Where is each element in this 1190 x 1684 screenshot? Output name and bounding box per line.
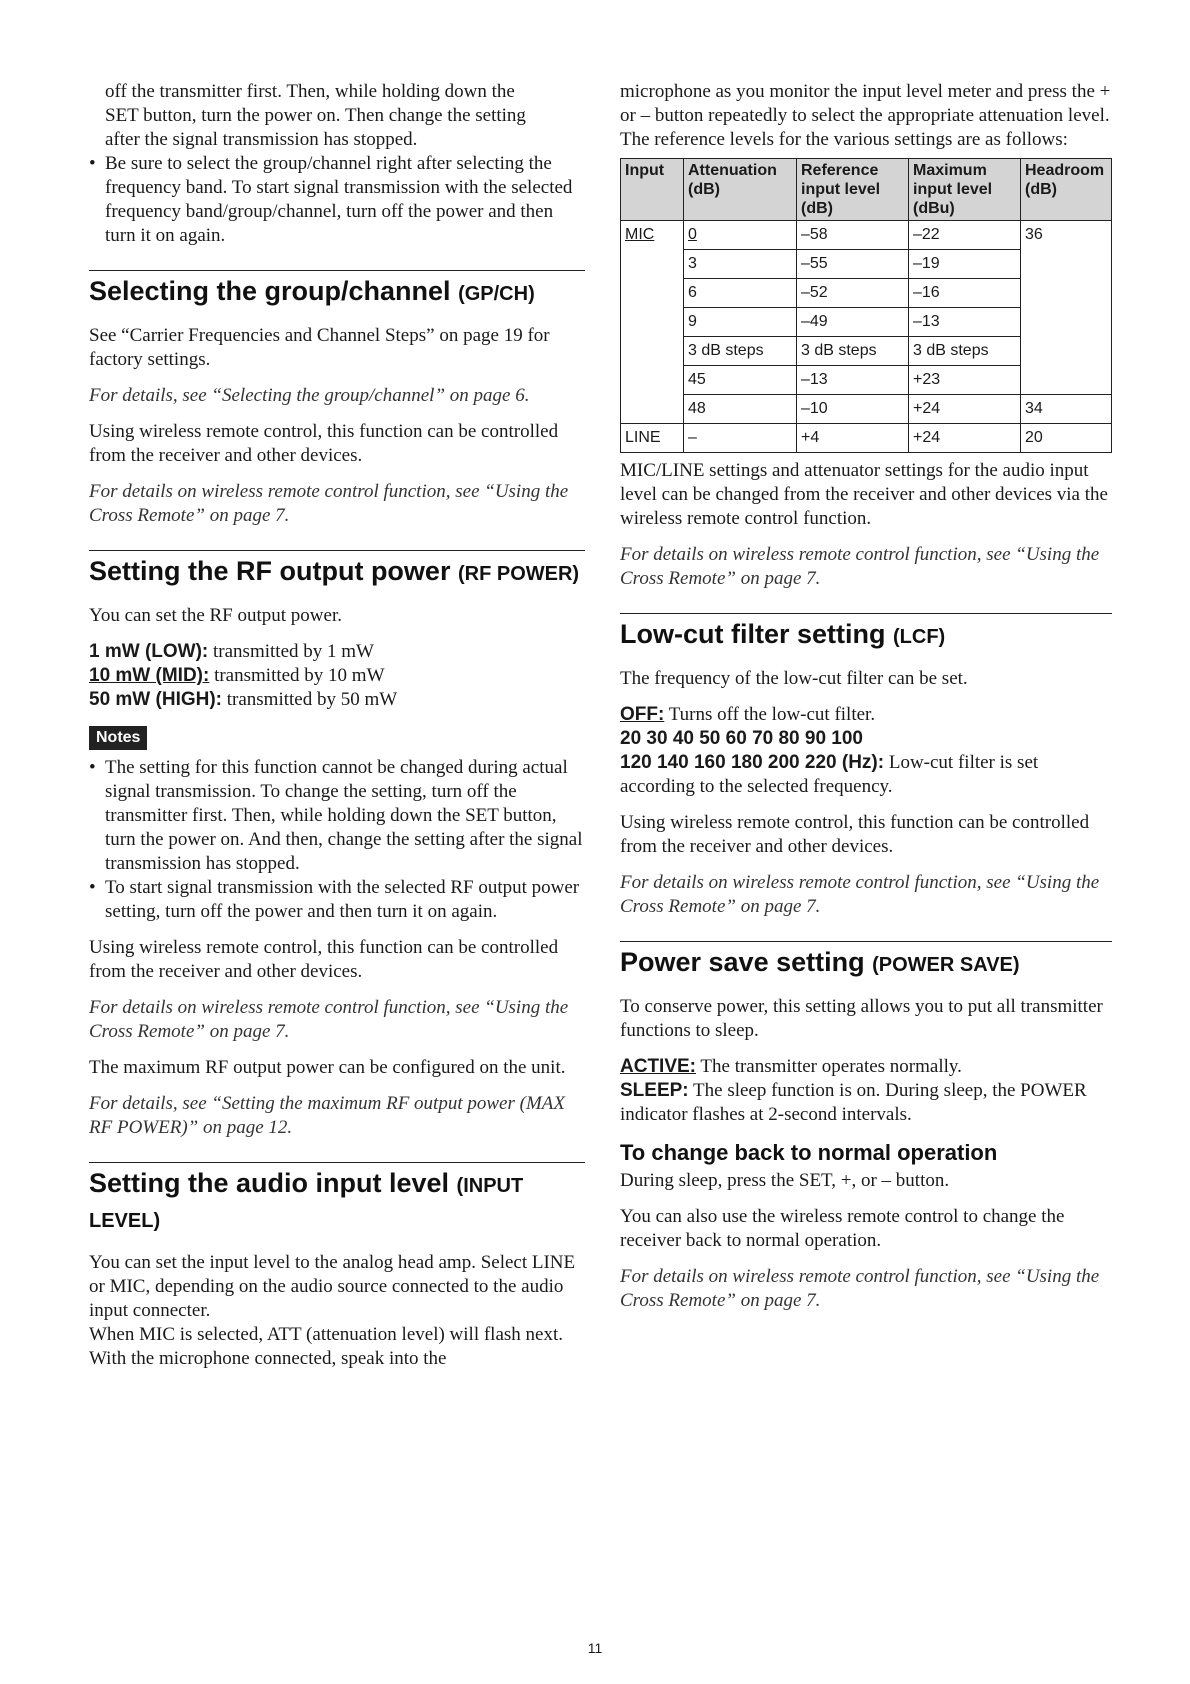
notes-list	[89, 756, 585, 924]
option-line	[89, 640, 585, 664]
option-line	[89, 688, 585, 712]
paragraph: MIC/LINE settings and attenuator settings for the audio input level can be changed from the receiver and other devices via the wireless remote control function.	[620, 460, 1108, 529]
heading-tag: (GP/CH)	[458, 283, 535, 305]
paragraph: The maximum RF output power can be configured on the unit.	[89, 1057, 566, 1078]
table-cell: 6	[684, 279, 797, 308]
bullet-item: • Be sure to select the group/channel right after selecting the frequency band. To start signal transmission with the selected frequency band/group/channel, turn off the power and then turn it on again.	[105, 152, 585, 248]
heading-text: Power save setting	[620, 947, 865, 977]
default-value: 0	[688, 226, 697, 243]
notes-badge: Notes	[89, 726, 147, 750]
table-cell: –55	[797, 250, 909, 279]
section-divider	[620, 941, 1112, 942]
table-row	[621, 424, 1112, 453]
heading-text: Setting the audio input level	[89, 1168, 450, 1198]
table-header: Headroom (dB)	[1021, 159, 1112, 221]
paragraph: microphone as you monitor the input level meter and press the + or – button repeatedly to select the appropriate attenuation level.	[620, 81, 1111, 126]
bullet-list	[89, 152, 585, 248]
table-cell: –49	[797, 308, 909, 337]
heading-text: Setting the RF output power	[89, 556, 451, 586]
cross-reference: For details, see “Selecting the group/channel” on page 6.	[89, 385, 530, 406]
paragraph: During sleep, press the SET, +, or – button.	[620, 1170, 950, 1191]
table-cell: 34	[1021, 395, 1112, 424]
table-cell: 36	[1021, 221, 1112, 395]
note-item: • The setting for this function cannot be changed during actual signal transmission. To change the setting, turn off the transmitter first. Then, while holding down the SET button, turn the power on. And then, change the setting after the signal transmission has stopped.	[105, 756, 585, 876]
reference-level-table	[620, 158, 1112, 453]
section-divider	[89, 1162, 585, 1163]
table-cell: +4	[797, 424, 909, 453]
paragraph: You can set the RF output power.	[89, 605, 342, 626]
continued-line: off the transmitter first. Then, while holding down the	[105, 81, 515, 102]
table-row	[621, 395, 1112, 424]
paragraph: When MIC is selected, ATT (attenuation level) will flash next. With the microphone connected, speak into the	[89, 1324, 563, 1369]
option-label-default: OFF:	[620, 704, 665, 725]
table-cell-input: LINE	[621, 424, 684, 453]
option-label: 20 30 40 50 60 70 80 90 100	[620, 728, 864, 749]
table-cell: –13	[797, 366, 909, 395]
option-line	[89, 664, 585, 688]
cross-reference: For details on wireless remote control function, see “Using the Cross Remote” on page 7.	[620, 1266, 1100, 1311]
option-text: Turns off the low-cut filter.	[664, 704, 876, 725]
option-line	[620, 751, 1112, 799]
table-header: Attenuation (dB)	[684, 159, 797, 221]
continued-line: SET button, turn the power on. Then change the setting	[105, 105, 526, 126]
section-heading-input-level	[89, 1167, 585, 1237]
table-row	[621, 221, 1112, 250]
paragraph: The reference levels for the various settings are as follows:	[620, 129, 1068, 150]
option-text: transmitted by 1 mW	[208, 641, 374, 662]
input-label: MIC	[625, 226, 655, 243]
table-cell: –22	[909, 221, 1021, 250]
table-cell: 48	[684, 395, 797, 424]
table-cell: –	[684, 424, 797, 453]
table-cell	[684, 221, 797, 250]
paragraph: Using wireless remote control, this function can be controlled from the receiver and other devices.	[620, 812, 1090, 857]
table-cell: +24	[909, 424, 1021, 453]
table-cell-input	[621, 221, 684, 424]
table-cell: –52	[797, 279, 909, 308]
option-text: The transmitter operates normally.	[696, 1056, 962, 1077]
table-cell: 45	[684, 366, 797, 395]
table-cell: +23	[909, 366, 1021, 395]
continued-bullet	[89, 80, 585, 152]
paragraph: To conserve power, this setting allows you to put all transmitter functions to sleep.	[620, 996, 1103, 1041]
table-cell: 3 dB steps	[684, 337, 797, 366]
heading-tag: (POWER SAVE)	[872, 954, 1020, 976]
right-column	[620, 80, 1112, 1313]
table-header-row	[621, 159, 1112, 221]
cross-reference: For details, see “Setting the maximum RF output power (MAX RF POWER)” on page 12.	[89, 1093, 565, 1138]
table-cell: 20	[1021, 424, 1112, 453]
cross-reference: For details on wireless remote control function, see “Using the Cross Remote” on page 7.	[620, 872, 1100, 917]
option-label: 50 mW (HIGH):	[89, 689, 222, 710]
heading-text: Low-cut filter setting	[620, 619, 886, 649]
option-text: transmitted by 10 mW	[209, 665, 385, 686]
section-heading-power-save	[620, 946, 1112, 981]
table-cell: –10	[797, 395, 909, 424]
paragraph: Using wireless remote control, this function can be controlled from the receiver and other devices.	[89, 421, 559, 466]
page-number: 11	[587, 1640, 603, 1656]
option-label-default: 10 mW (MID):	[89, 665, 210, 686]
option-label-default: ACTIVE:	[620, 1056, 696, 1077]
heading-tag: (INPUT LEVEL)	[89, 1175, 524, 1232]
option-label: 1 mW (LOW):	[89, 641, 209, 662]
subsection-heading: To change back to normal operation	[620, 1140, 998, 1165]
table-cell: –58	[797, 221, 909, 250]
table-cell: –13	[909, 308, 1021, 337]
table-cell: –19	[909, 250, 1021, 279]
option-text: transmitted by 50 mW	[222, 689, 398, 710]
section-heading-rf-power	[89, 555, 585, 590]
section-divider	[89, 270, 585, 271]
heading-tag: (RF POWER)	[457, 563, 580, 585]
table-header: Reference input level (dB)	[797, 159, 909, 221]
paragraph: You can also use the wireless remote control to change the receiver back to normal operation.	[620, 1206, 1065, 1251]
heading-text: Selecting the group/channel	[89, 276, 451, 306]
paragraph: The frequency of the low-cut filter can be set.	[620, 668, 968, 689]
cross-reference: For details on wireless remote control function, see “Using the Cross Remote” on page 7.	[620, 544, 1100, 589]
paragraph: Using wireless remote control, this function can be controlled from the receiver and other devices.	[89, 937, 559, 982]
section-divider	[620, 613, 1112, 614]
option-label: 120 140 160 180 200 220 (Hz):	[620, 752, 885, 773]
option-line	[620, 1055, 1112, 1079]
option-line	[620, 1079, 1112, 1127]
option-text: The sleep function is on. During sleep, the POWER indicator flashes at 2-second intervals.	[620, 1080, 1087, 1125]
heading-tag: (LCF)	[893, 626, 946, 648]
cross-reference: For details on wireless remote control function, see “Using the Cross Remote” on page 7.	[89, 481, 569, 526]
continued-line: after the signal transmission has stopped.	[105, 129, 418, 150]
note-item: • To start signal transmission with the selected RF output power setting, turn off the power and then turn it on again.	[105, 876, 585, 924]
table-cell: 3	[684, 250, 797, 279]
cross-reference: For details on wireless remote control function, see “Using the Cross Remote” on page 7.	[89, 997, 569, 1042]
option-text: Low-cut filter is set according to the selected frequency.	[620, 752, 1039, 797]
paragraph: You can set the input level to the analog head amp. Select LINE or MIC, depending on the audio source connected to the audio input connecter.	[89, 1252, 576, 1321]
left-column	[89, 80, 585, 1371]
option-line	[620, 703, 1112, 727]
table-header: Maximum input level (dBu)	[909, 159, 1021, 221]
section-heading-group-channel	[89, 275, 585, 310]
option-label: SLEEP:	[620, 1080, 689, 1101]
section-heading-low-cut-filter	[620, 618, 1112, 653]
paragraph: See “Carrier Frequencies and Channel Steps” on page 19 for factory settings.	[89, 325, 550, 370]
option-line	[620, 727, 1112, 751]
table-cell: –16	[909, 279, 1021, 308]
table-cell: +24	[909, 395, 1021, 424]
table-cell: 3 dB steps	[909, 337, 1021, 366]
table-header: Input	[621, 159, 684, 221]
table-cell: 9	[684, 308, 797, 337]
table-cell: 3 dB steps	[797, 337, 909, 366]
section-divider	[89, 550, 585, 551]
